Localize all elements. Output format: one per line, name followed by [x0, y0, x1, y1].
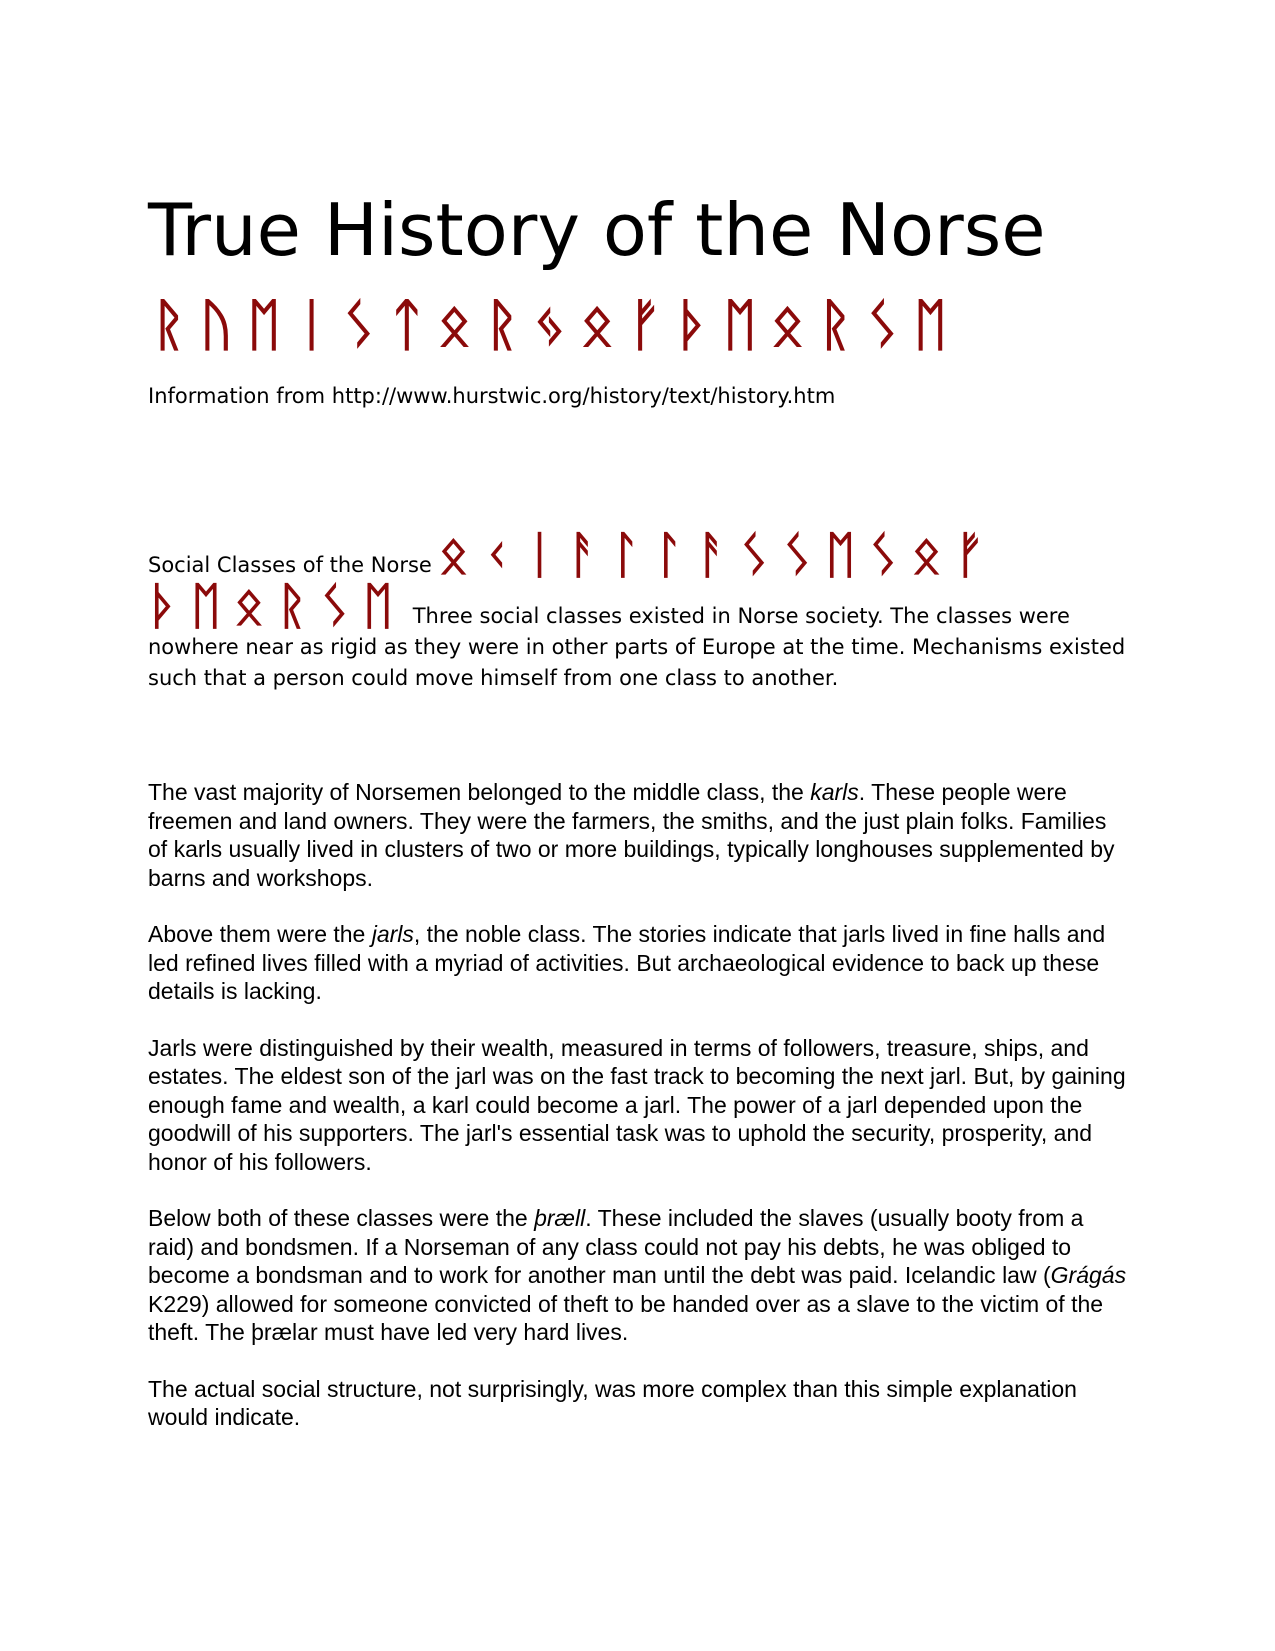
paragraph-text: The vast majority of Norsemen belonged to the middle class, the — [148, 779, 811, 805]
source-line: Information from http://www.hurstwic.org/history/text/history.htm — [148, 384, 836, 408]
paragraph-conclusion — [148, 1375, 1128, 1432]
paragraph-text: Above them were the — [148, 921, 372, 947]
article-body — [148, 778, 1128, 1460]
section-intro — [148, 526, 1128, 694]
paragraph-text: Jarls were distinguished by their wealth, measured in terms of followers, treasure, ships, and estates. The eldest son of the jarl was on the fast track to becoming the next jarl. But, by gaining enough fame and wealth, a karl could become a jarl. The power of a jarl depended upon the goodwill of his supporters. The jarl's essential task was to uphold the security, prosperity, and honor of his followers. — [148, 1034, 1126, 1175]
paragraph-text: . These people were freemen and land owners. They were the farmers, the smiths, and the just plain folks. Families of karls usually lived in clusters of two or more buildings, typically longhouses supplemented by barns and workshops. — [148, 779, 1115, 891]
paragraph-jarl-wealth — [148, 1034, 1128, 1177]
paragraph-thrall — [148, 1204, 1128, 1347]
term-gragas: Grágás — [1050, 1262, 1127, 1288]
paragraph-text: The actual social structure, not surprisingly, was more complex than this simple explanation would indicate. — [148, 1375, 1077, 1430]
paragraph-text: K229) allowed for someone convicted of theft to be handed over as a slave to the victim of the theft. The þrælar must have led very hard lives. — [148, 1290, 1104, 1345]
paragraph-text: Below both of these classes were the — [148, 1205, 535, 1231]
term-jarls: jarls — [371, 921, 414, 947]
paragraph-karls — [148, 778, 1128, 892]
paragraph-text: . These included the slaves (usually booty from a raid) and bondsmen. If a Norseman of any class could not pay his debts, he was obliged to become a bondsman and to work for another man until the debt was paid. Icelandic law ( — [148, 1205, 1084, 1288]
term-karls: karls — [810, 779, 859, 805]
section-heading-runes: ᛟᚲᛁᚨᛚᛚᚨᛊᛊᛖᛊᛟᚠ ᚦᛖᛟᚱᛊᛖ — [148, 526, 998, 635]
paragraph-text: , the noble class. The stories indicate that jarls lived in fine halls and led refined lives filled with a myriad of activities. But archaeological evidence to back up these details is lacking. — [148, 921, 1106, 1004]
term-thrall: þræll — [534, 1205, 586, 1231]
section-heading: Social Classes of the Norse — [148, 553, 432, 577]
title-runes-banner: ᚱᚢᛖᛁᛊᛏᛟᚱᛃᛟᚠᚦᛖᛟᚱᛊᛖ — [152, 293, 962, 358]
page-title: True History of the Norse — [148, 188, 1046, 272]
paragraph-jarls — [148, 920, 1128, 1006]
section-intro-text: Three social classes existed in Norse society. The classes were nowhere near as rigid as they were in other parts of Europe at the time. Mechanisms existed such that a person could move himself from one class to another. — [148, 604, 1126, 690]
